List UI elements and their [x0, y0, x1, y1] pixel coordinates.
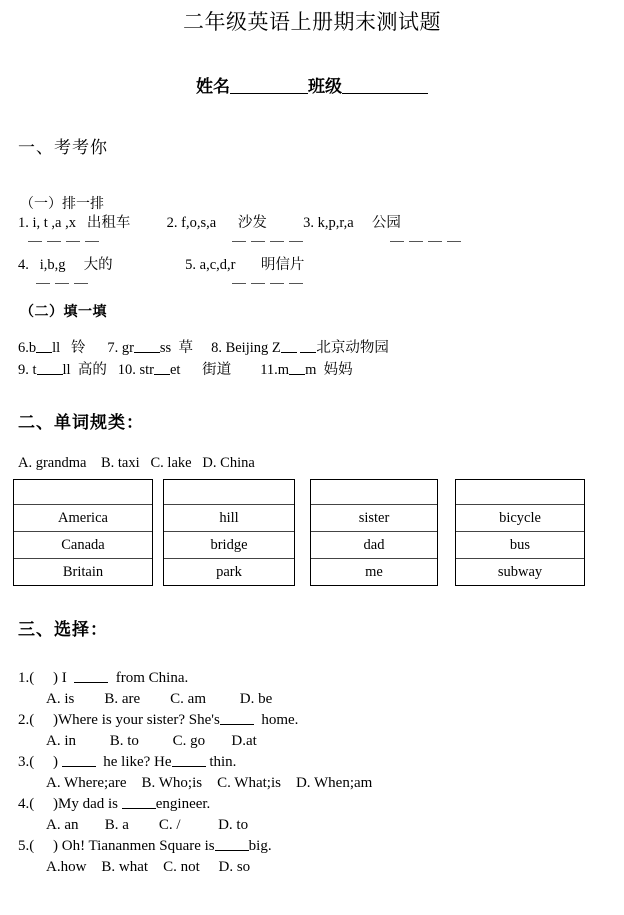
question-1-stem-pre: 1.( ) I — [18, 670, 75, 686]
table-row: park — [164, 558, 294, 585]
question-2-blank[interactable] — [220, 724, 254, 725]
question-2-options[interactable]: A. in B. to C. go D.at — [46, 733, 257, 749]
arrange-answer-blank-2[interactable] — [232, 241, 303, 242]
fill-item-10-post: et 街道 — [169, 362, 232, 378]
question-4-stem-post: engineer. — [155, 796, 211, 812]
word-category-table-2 — [163, 479, 295, 586]
table-header-cell[interactable] — [164, 480, 294, 504]
table-row: sister — [311, 504, 437, 531]
fill-blank-line-1 — [18, 336, 389, 357]
choice-question-2 — [18, 712, 298, 729]
choice-question-1 — [18, 670, 188, 687]
fill-item-8-pre: 8. Beijing Z — [211, 340, 281, 356]
choice-question-4 — [18, 796, 210, 813]
table-row: bicycle — [456, 504, 584, 531]
class-blank[interactable] — [342, 93, 428, 94]
arrange-answer-blank-5[interactable] — [232, 283, 303, 284]
table-row: America — [14, 504, 152, 531]
fill-item-8-blank-b[interactable] — [300, 352, 316, 353]
section-1-part-a-heading: （一）排一排 — [20, 197, 104, 212]
table-header-cell[interactable] — [14, 480, 152, 504]
name-label: 姓名 — [196, 77, 230, 96]
question-4-blank[interactable] — [122, 808, 156, 809]
fill-item-9-post: ll 高的 — [62, 362, 107, 378]
table-row: subway — [456, 558, 584, 585]
question-5-stem-post: big. — [248, 838, 272, 854]
table-row: dad — [311, 531, 437, 558]
fill-item-6-blank[interactable] — [36, 352, 52, 353]
question-3-options[interactable]: A. Where;are B. Who;is C. What;is D. When;am — [46, 775, 373, 791]
arrange-items-line-2: 4. i,b,g 大的 5. a,c,d,r 明信片 — [18, 257, 305, 273]
word-category-table-1 — [13, 479, 153, 586]
table-row: bridge — [164, 531, 294, 558]
choice-question-5 — [18, 838, 272, 855]
question-5-options[interactable]: A.how B. what C. not D. so — [46, 859, 251, 875]
table-row: me — [311, 558, 437, 585]
word-category-table-3 — [310, 479, 438, 586]
question-3-blank-b[interactable] — [172, 766, 206, 767]
section-1-heading: 一、考考你 — [18, 138, 108, 157]
question-3-stem-post: he like? He — [95, 754, 172, 770]
question-3-stem-tail: thin. — [205, 754, 237, 770]
question-5-stem-pre: 5.( ) Oh! Tiananmen Square is — [18, 838, 215, 854]
table-header-cell[interactable] — [311, 480, 437, 504]
arrange-items-line-1: 1. i, t ,a ,x 出租车 2. f,o,s,a 沙发 3. k,p,r,a 公园 — [18, 215, 401, 231]
question-5-blank[interactable] — [215, 850, 249, 851]
fill-item-9-blank[interactable] — [37, 374, 63, 375]
fill-blank-line-2 — [18, 358, 353, 379]
table-row: Britain — [14, 558, 152, 585]
fill-item-9-pre: 9. t — [18, 362, 37, 378]
arrange-answer-blank-3[interactable] — [390, 241, 461, 242]
fill-item-10-pre: 10. str — [117, 362, 154, 378]
fill-item-7-blank[interactable] — [134, 352, 160, 353]
table-header-cell[interactable] — [456, 480, 584, 504]
question-2-stem-post: home. — [253, 712, 299, 728]
fill-item-6-pre: 6.b — [18, 340, 37, 356]
word-category-table-4 — [455, 479, 585, 586]
fill-item-11-post: m 妈妈 — [305, 362, 353, 378]
question-1-blank[interactable] — [74, 682, 108, 683]
question-3-blank-a[interactable] — [62, 766, 96, 767]
fill-item-11-pre: 11.m — [260, 362, 290, 378]
fill-item-10-blank[interactable] — [154, 374, 170, 375]
arrange-answer-blank-4[interactable] — [36, 283, 88, 284]
section-2-heading: 二、单词规类： — [18, 413, 144, 432]
page-title: 二年级英语上册期末测试题 — [183, 10, 441, 34]
word-category-options: A. grandma B. taxi C. lake D. China — [18, 455, 255, 471]
class-label: 班级 — [308, 77, 342, 96]
question-1-stem-post: from China. — [108, 670, 189, 686]
question-1-options[interactable]: A. is B. are C. am D. be — [46, 691, 273, 707]
fill-item-11-blank[interactable] — [289, 374, 305, 375]
choice-question-3 — [18, 754, 236, 771]
student-info-line — [0, 72, 624, 97]
arrange-answer-blank-1[interactable] — [28, 241, 99, 242]
table-row: bus — [456, 531, 584, 558]
section-1-part-b-heading: （二）填一填 — [20, 305, 107, 320]
fill-item-8-blank-a[interactable] — [281, 352, 297, 353]
fill-item-7-pre: 7. gr — [107, 340, 134, 356]
section-3-heading: 三、选择： — [18, 620, 108, 639]
question-3-stem-pre: 3.( ) — [18, 754, 62, 770]
table-row: Canada — [14, 531, 152, 558]
fill-item-8-post: 北京动物园 — [316, 340, 389, 356]
question-2-stem-pre: 2.( )Where is your sister? She's — [18, 712, 220, 728]
fill-item-7-post: ss 草 — [159, 340, 193, 356]
fill-item-6-post: ll 铃 — [52, 340, 86, 356]
question-4-stem-pre: 4.( )My dad is — [18, 796, 122, 812]
name-blank[interactable] — [230, 93, 308, 94]
question-4-options[interactable]: A. an B. a C. / D. to — [46, 817, 249, 833]
table-row: hill — [164, 504, 294, 531]
